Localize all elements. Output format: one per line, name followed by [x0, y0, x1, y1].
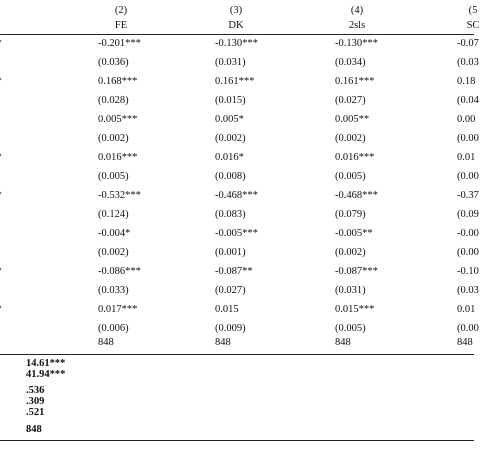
table-cell	[0, 37, 2, 50]
table-cell: -0.10	[457, 266, 479, 277]
table-cell: 0.18	[457, 76, 476, 87]
table-cell: 0.00	[457, 114, 476, 125]
table-cell: 0.016***	[335, 152, 375, 163]
table-cell: (0.015)	[215, 95, 246, 106]
table-cell: 0.015***	[335, 304, 375, 315]
column-method-dk: DK	[228, 20, 244, 31]
table-cell	[0, 189, 2, 202]
table-cell: (0.005)	[335, 171, 366, 182]
table-cell: (0.00	[457, 247, 479, 258]
table-cell	[0, 265, 2, 278]
table-cell: -0.130***	[215, 38, 258, 49]
table-cell: -0.005**	[335, 228, 373, 239]
table-cell: (0.002)	[335, 133, 366, 144]
table-cell: -0.004*	[98, 228, 131, 239]
table-cell: (0.002)	[98, 133, 129, 144]
table-cell: -0.130***	[335, 38, 378, 49]
table-cell: 0.168***	[98, 76, 138, 87]
column-number-2: (2)	[114, 5, 128, 16]
table-cell: (0.001)	[215, 247, 246, 258]
table-cell: (0.008)	[215, 171, 246, 182]
table-cell: -0.201***	[98, 38, 141, 49]
stats-bottom-rule	[0, 440, 474, 441]
table-cell: 0.017***	[98, 304, 138, 315]
table-cell: (0.04	[457, 95, 479, 106]
table-cell: (0.009)	[215, 323, 246, 334]
table-cell	[0, 303, 2, 316]
column-method-2sls: 2sls	[348, 20, 366, 31]
table-cell: 0.161***	[335, 76, 375, 87]
table-cell: (0.00	[457, 133, 479, 144]
stat-value: 14.61***	[26, 358, 66, 369]
table-cell: -0.087***	[335, 266, 378, 277]
table-cell: 0.016***	[98, 152, 138, 163]
table-cell: -0.37	[457, 190, 479, 201]
table-cell: (0.036)	[98, 57, 129, 68]
table-cell: (0.002)	[98, 247, 129, 258]
table-cell: (0.00	[457, 171, 479, 182]
table-cell: -0.532***	[98, 190, 141, 201]
table-cell: 0.015	[215, 304, 239, 315]
table-cell: 0.005**	[335, 114, 370, 125]
observations-cell: 848	[215, 337, 231, 348]
column-method-fe: FE	[114, 20, 128, 31]
table-cell: (0.09	[457, 209, 479, 220]
table-cell: -0.005***	[215, 228, 258, 239]
table-cell: -0.468***	[215, 190, 258, 201]
column-number-5: (5	[468, 5, 478, 16]
column-method-sc: SC	[466, 20, 480, 31]
table-cell: 0.016*	[215, 152, 244, 163]
header-rule	[0, 34, 474, 35]
table-cell: (0.124)	[98, 209, 129, 220]
table-cell: -0.087**	[215, 266, 253, 277]
table-cell	[0, 75, 2, 88]
bottom-rule	[0, 354, 474, 355]
observations-cell: 848	[98, 337, 114, 348]
table-cell: (0.027)	[215, 285, 246, 296]
table-cell: -0.086***	[98, 266, 141, 277]
stat-value: .536	[26, 385, 45, 396]
stat-value: 848	[26, 424, 42, 435]
table-cell	[0, 151, 2, 164]
table-cell: 0.01	[457, 304, 476, 315]
column-number-4: (4)	[350, 5, 364, 16]
table-cell: (0.031)	[335, 285, 366, 296]
table-cell: (0.03	[457, 57, 479, 68]
table-cell: 0.01	[457, 152, 476, 163]
table-cell: (0.031)	[215, 57, 246, 68]
table-cell: 0.005***	[98, 114, 138, 125]
table-cell: -0.00	[457, 228, 479, 239]
table-cell: (0.034)	[335, 57, 366, 68]
table-cell: (0.033)	[98, 285, 129, 296]
stat-value: 41.94***	[26, 369, 66, 380]
table-cell: (0.00	[457, 323, 479, 334]
table-cell: (0.006)	[98, 323, 129, 334]
observations-cell: 848	[457, 337, 473, 348]
table-cell: (0.027)	[335, 95, 366, 106]
table-cell: (0.005)	[98, 171, 129, 182]
table-cell: 0.005*	[215, 114, 244, 125]
table-cell: (0.005)	[335, 323, 366, 334]
observations-cell: 848	[335, 337, 351, 348]
stat-value: .309	[26, 396, 45, 407]
column-number-3: (3)	[229, 5, 243, 16]
table-cell: -0.07	[457, 38, 479, 49]
table-cell: -0.468***	[335, 190, 378, 201]
table-cell: (0.03	[457, 285, 479, 296]
table-cell: (0.079)	[335, 209, 366, 220]
stat-value: .521	[26, 407, 45, 418]
table-cell: (0.002)	[335, 247, 366, 258]
table-cell: (0.028)	[98, 95, 129, 106]
table-cell: 0.161***	[215, 76, 255, 87]
table-cell: (0.083)	[215, 209, 246, 220]
table-cell: (0.002)	[215, 133, 246, 144]
